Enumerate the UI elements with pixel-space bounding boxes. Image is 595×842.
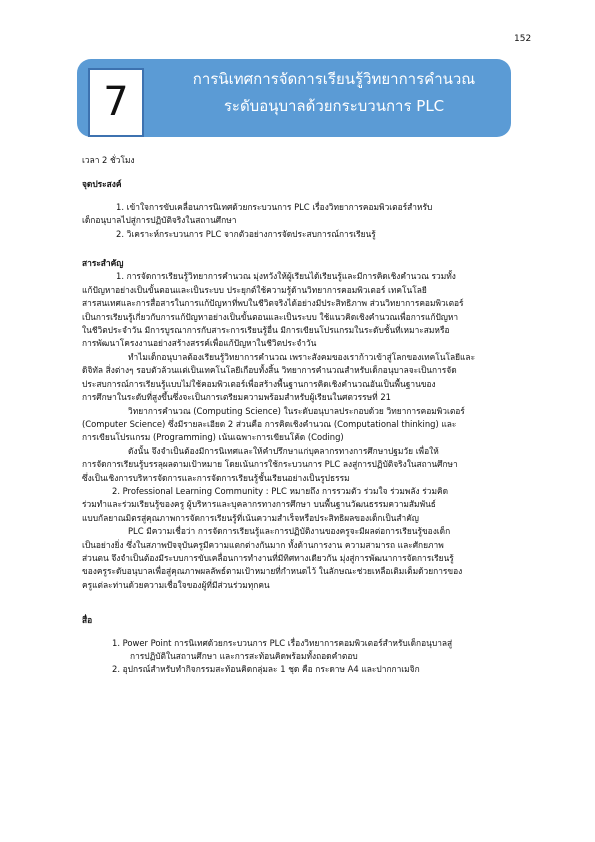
paragraph-line: 2. Professional Learning Community : PLC หมายถึง การรวมตัว ร่วมใจ ร่วมพลัง ร่วมคิด [112,485,449,496]
paragraph-line: ประสบการณ์การเรียนรู้แบบไม่ใช้คอมพิวเตอร์เพื่อสร้างพื้นฐานการคิดเชิงคำนวณอันเป็นพื้นฐานของ [82,378,436,389]
paragraph-line: PLC มีความเชื่อว่า การจัดการเรียนรู้และการปฏิบัติงานของครูจะมีผลต่อการเรียนรู้ของเด็ก [128,526,451,537]
chapter-number: 7 [88,68,144,137]
paragraph-line: การพัฒนาโครงงานอย่างสร้างสรรค์เพื่อแก้ปัญหาในชีวิตประจำวัน [82,338,317,349]
time-line: เวลา 2 ชั่วโมง [82,155,135,165]
key-concepts-heading: สาระสำคัญ [82,258,124,269]
media-heading: สื่อ [82,615,93,626]
paragraph-line: วิทยาการคำนวณ (Computing Science) ในระดับอนุบาลประกอบด้วย วิทยาการคอมพิวเตอร์ [128,405,465,416]
media-item-line: 1. Power Point การนิเทศด้วยกระบวนการ PLC เรื่องวิทยาการคอมพิวเตอร์สำหรับเด็กอนุบาลสู่ [112,637,453,648]
objectives-heading: จุดประสงค์ [82,179,122,190]
paragraph-line: แบบกัลยาณมิตรสู่คุณภาพการจัดการเรียนรู้ที่เน้นความสำเร็จหรือประสิทธิผลของเด็กเป็นสำคัญ [82,512,419,523]
media-item-line: 2. อุปกรณ์สำหรับทำกิจกรรมสะท้อนคิดกลุ่มละ 1 ชุด คือ กระดาษ A4 และปากกาเมจิก [112,664,420,675]
paragraph-line: ดิจิทัล สิ่งต่างๆ รอบตัวล้วนแต่เป็นเทคโนโลยีเกือบทั้งสิ้น วิทยาการคำนวณสำหรับเด็กอนุบาลจะเป็นการจัด [82,365,457,376]
paragraph-line: การจัดการเรียนรู้บรรลุผลตามเป้าหมาย โดยเน้นการใช้กระบวนการ PLC ลงสู่การปฏิบัติจริงในสถานศึกษา [82,459,458,470]
page-number: 152 [514,34,532,44]
paragraph-line: ส่วนตน จึงจำเป็นต้องมีระบบการขับเคลื่อนการทำงานที่มีทิศทางเดียวกัน มุ่งสู่การพัฒนาการจัดการเรียนรู้ [82,552,454,563]
paragraph-line: (Computer Science) ซึ่งมีรายละเอียด 2 ส่วนคือ การคิดเชิงคำนวณ (Computational thinking) และ [82,418,457,429]
objective-line: 2. วิเคราะห์กระบวนการ PLC จากตัวอย่างการจัดประสบการณ์การเรียนรู้ [116,228,376,239]
objective-line: 1. เข้าใจการขับเคลื่อนการนิเทศด้วยกระบวนการ PLC เรื่องวิทยาการคอมพิวเตอร์สำหรับ [116,201,433,212]
objective-line: เด็กอนุบาลไปสู่การปฏิบัติจริงในสถานศึกษา [82,215,237,226]
paragraph-line: ทำไมเด็กอนุบาลต้องเรียนรู้วิทยาการคำนวณ เพราะสังคมของเราก้าวเข้าสู่โลกของเทคโนโลยีและ [128,351,476,362]
chapter-title [158,66,510,120]
chapter-title-line-1: การนิเทศการจัดการเรียนรู้วิทยาการคำนวณ [192,70,476,88]
paragraph-line: เป็นการเรียนรู้เกี่ยวกับการแก้ปัญหาอย่างเป็นขั้นตอนและเป็นระบบ ใช้แนวคิดเชิงคำนวณเพื่อการแก้ปัญหา [82,311,459,322]
paragraph-line: เป็นอย่างยิ่ง ซึ่งในสภาพปัจจุบันครูมีความแตกต่างกันมาก ทั้งด้านการงาน ความสามารถ และศักยภาพ [82,539,444,550]
document-body [82,154,537,677]
media-item-line: การปฏิบัติในสถานศึกษา และการสะท้อนคิดพร้อมทั้งถอดคำตอบ [130,651,358,661]
paragraph-line: แก้ปัญหาอย่างเป็นขั้นตอนและเป็นระบบ ประยุกต์ใช้ความรู้ด้านวิทยาการคอมพิวเตอร์ เทคโนโลยี [82,284,427,295]
paragraph-line: ดังนั้น จึงจำเป็นต้องมีการนิเทศและให้คำปรึกษาแก่บุคลากรทางการศึกษาปฐมวัย เพื่อให้ [128,445,439,456]
paragraph-line: 1. การจัดการเรียนรู้วิทยาการคำนวณ มุ่งหวังให้ผู้เรียนได้เรียนรู้และมีการคิดเชิงคำนวณ รวมทั้ง [116,271,456,282]
paragraph-line: ร่วมทำและร่วมเรียนรู้ของครู ผู้บริหารและบุคลากรทางการศึกษา บนพื้นฐานวัฒนธรรมความสัมพันธ์ [82,499,436,510]
paragraph-line: สารสนเทศและการสื่อสารในการแก้ปัญหาที่พบในชีวิตจริงได้อย่างมีประสิทธิภาพ ส่วนวิทยาการคอมพิวเตอร์ [82,298,464,309]
paragraph-line: ครูแต่ละท่านด้วยความเชื่อใจของผู้ที่มีส่วนร่วมทุกคน [82,579,270,590]
chapter-title-line-2: ระดับอนุบาลด้วยกระบวนการ PLC [223,97,445,115]
paragraph-line: ของครูระดับอนุบาลเพื่อสู่คุณภาพผลลัพธ์ตามเป้าหมายที่กำหนดไว้ ในลักษณะช่วยเหลือเติมเต็มด้วยการของ [82,566,463,577]
paragraph-line: ในชีวิตประจำวัน มีการบูรณาการกับสาระการเรียนรู้อื่น มีการเขียนโปรแกรมในระดับชั้นที่เหมาะสมหรือ [82,325,450,336]
paragraph-line: การศึกษาในระดับที่สูงขึ้นซึ่งจะเป็นการเตรียมความพร้อมสำหรับผู้เรียนในศตวรรษที่ 21 [82,392,391,403]
paragraph-line: ซึ่งเป็นเชิงการบริหารจัดการและการจัดการเรียนรู้ชั้นเรียนอย่างเป็นรูปธรรม [82,472,350,483]
paragraph-line: การเขียนโปรแกรม (Programming) เน้นเฉพาะการเขียนโค้ด (Coding) [82,432,344,443]
